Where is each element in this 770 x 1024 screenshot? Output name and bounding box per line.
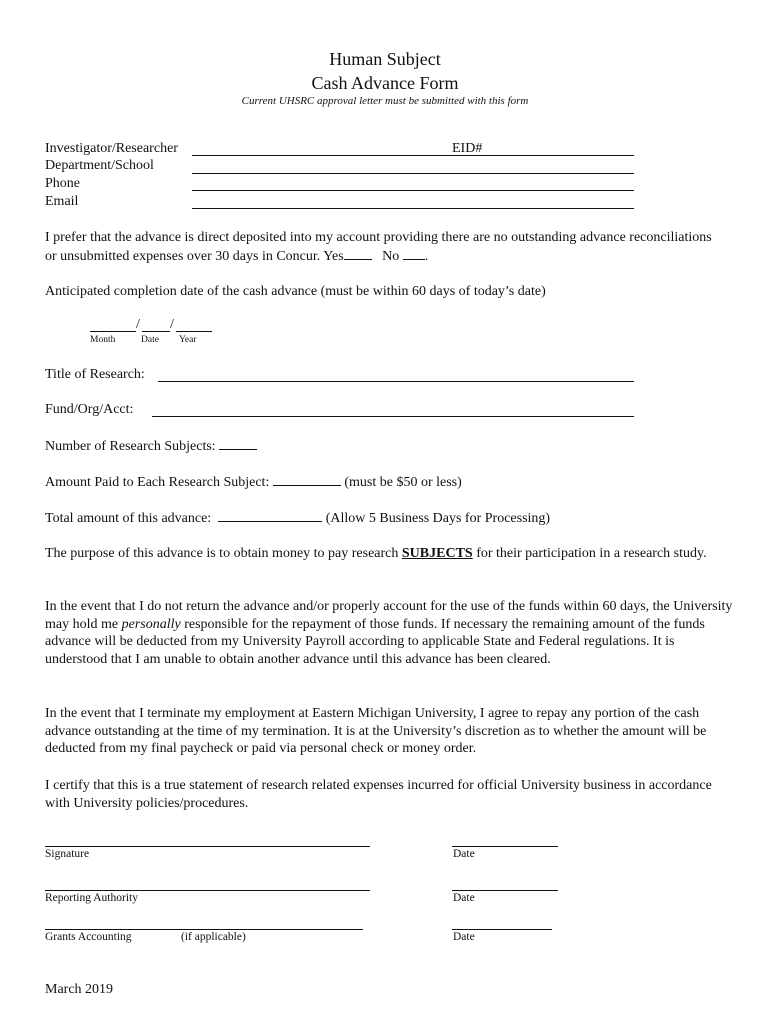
- signature-label: Signature: [45, 848, 90, 860]
- reporting-authority-line[interactable]: [45, 890, 370, 891]
- completion-date-label: Anticipated completion date of the cash advance (must be within 60 days of today’s date): [45, 284, 546, 299]
- certification-paragraph: I certify that this is a true statement of research related expenses incurred for official University business in accordance with University policies/procedures.: [45, 778, 712, 811]
- fund-org-acct-label: Fund/Org/Acct:: [45, 402, 134, 417]
- yes-blank[interactable]: [344, 247, 372, 260]
- investigator-field[interactable]: [192, 155, 634, 156]
- form-title-line2: Cash Advance Form: [311, 73, 459, 93]
- month-label: Month: [90, 335, 116, 345]
- repayment-paragraph: In the event that I do not return the advance and/or properly account for the use of the funds within 60 days, the University may hold me personally responsible for the repayment of those funds. If necessary the remaining amount of the funds advance will be deducted from my University Payroll according to applicable State and Federal regulations. It is understood that I am unable to obtain another advance until this advance has been cleared.: [45, 599, 733, 667]
- purpose-paragraph: The purpose of this advance is to obtain money to pay research SUBJECTS for their participation in a research study.: [45, 546, 707, 561]
- amount-per-subject-row: Amount Paid to Each Research Subject: (must be $50 or less): [45, 475, 462, 490]
- month-field[interactable]: [90, 331, 136, 332]
- personally-emphasis: personally: [121, 616, 181, 632]
- research-subjects-row: Number of Research Subjects:: [45, 437, 257, 456]
- title-of-research-label: Title of Research:: [45, 367, 145, 382]
- subjects-emphasis: SUBJECTS: [401, 546, 473, 561]
- grants-accounting-line[interactable]: [45, 929, 363, 930]
- eid-label: EID#: [452, 141, 483, 156]
- no-blank[interactable]: [403, 247, 425, 260]
- department-label: Department/School: [45, 158, 154, 173]
- signature-date-label: Date: [453, 848, 475, 860]
- reporting-date-label: Date: [453, 892, 475, 904]
- email-label: Email: [45, 194, 79, 209]
- revision-date: March 2019: [45, 982, 114, 997]
- fund-org-acct-field[interactable]: [152, 416, 634, 417]
- research-subjects-field[interactable]: [219, 437, 257, 450]
- signature-date-line[interactable]: [452, 846, 558, 847]
- form-title-line1: Human Subject: [329, 49, 441, 69]
- reporting-authority-label: Reporting Authority: [45, 892, 138, 904]
- phone-label: Phone: [45, 176, 80, 191]
- grants-accounting-label: Grants Accounting: [45, 931, 132, 943]
- email-field[interactable]: [192, 208, 634, 209]
- total-advance-row: Total amount of this advance: (Allow 5 Business Days for Processing): [45, 511, 551, 526]
- date-label: Date: [141, 335, 159, 345]
- year-field[interactable]: [176, 331, 212, 332]
- grants-date-line[interactable]: [452, 929, 552, 930]
- amount-per-subject-field[interactable]: [273, 473, 341, 486]
- year-label: Year: [179, 335, 197, 345]
- signature-line[interactable]: [45, 846, 370, 847]
- termination-paragraph: In the event that I terminate my employment at Eastern Michigan University, I agree to repay any portion of the cash advance outstanding at the time of my termination. It is at the University’s discretion as to whether the amount will be deducted from my final paycheck or paid via personal check or money order.: [45, 706, 707, 756]
- deposit-preference: I prefer that the advance is direct deposited into my account providing there are no outstanding advance reconciliations or unsubmitted expenses over 30 days in Concur. Yes No .: [45, 230, 712, 264]
- if-applicable-label: (if applicable): [181, 931, 246, 943]
- form-subtitle: Current UHSRC approval letter must be submitted with this form: [241, 95, 529, 107]
- title-of-research-field[interactable]: [158, 381, 634, 382]
- phone-field[interactable]: [192, 190, 634, 191]
- grants-date-label: Date: [453, 931, 475, 943]
- reporting-date-line[interactable]: [452, 890, 558, 891]
- total-advance-field[interactable]: [218, 509, 322, 522]
- department-field[interactable]: [192, 173, 634, 174]
- investigator-label: Investigator/Researcher: [45, 141, 178, 156]
- date-field[interactable]: [142, 331, 170, 332]
